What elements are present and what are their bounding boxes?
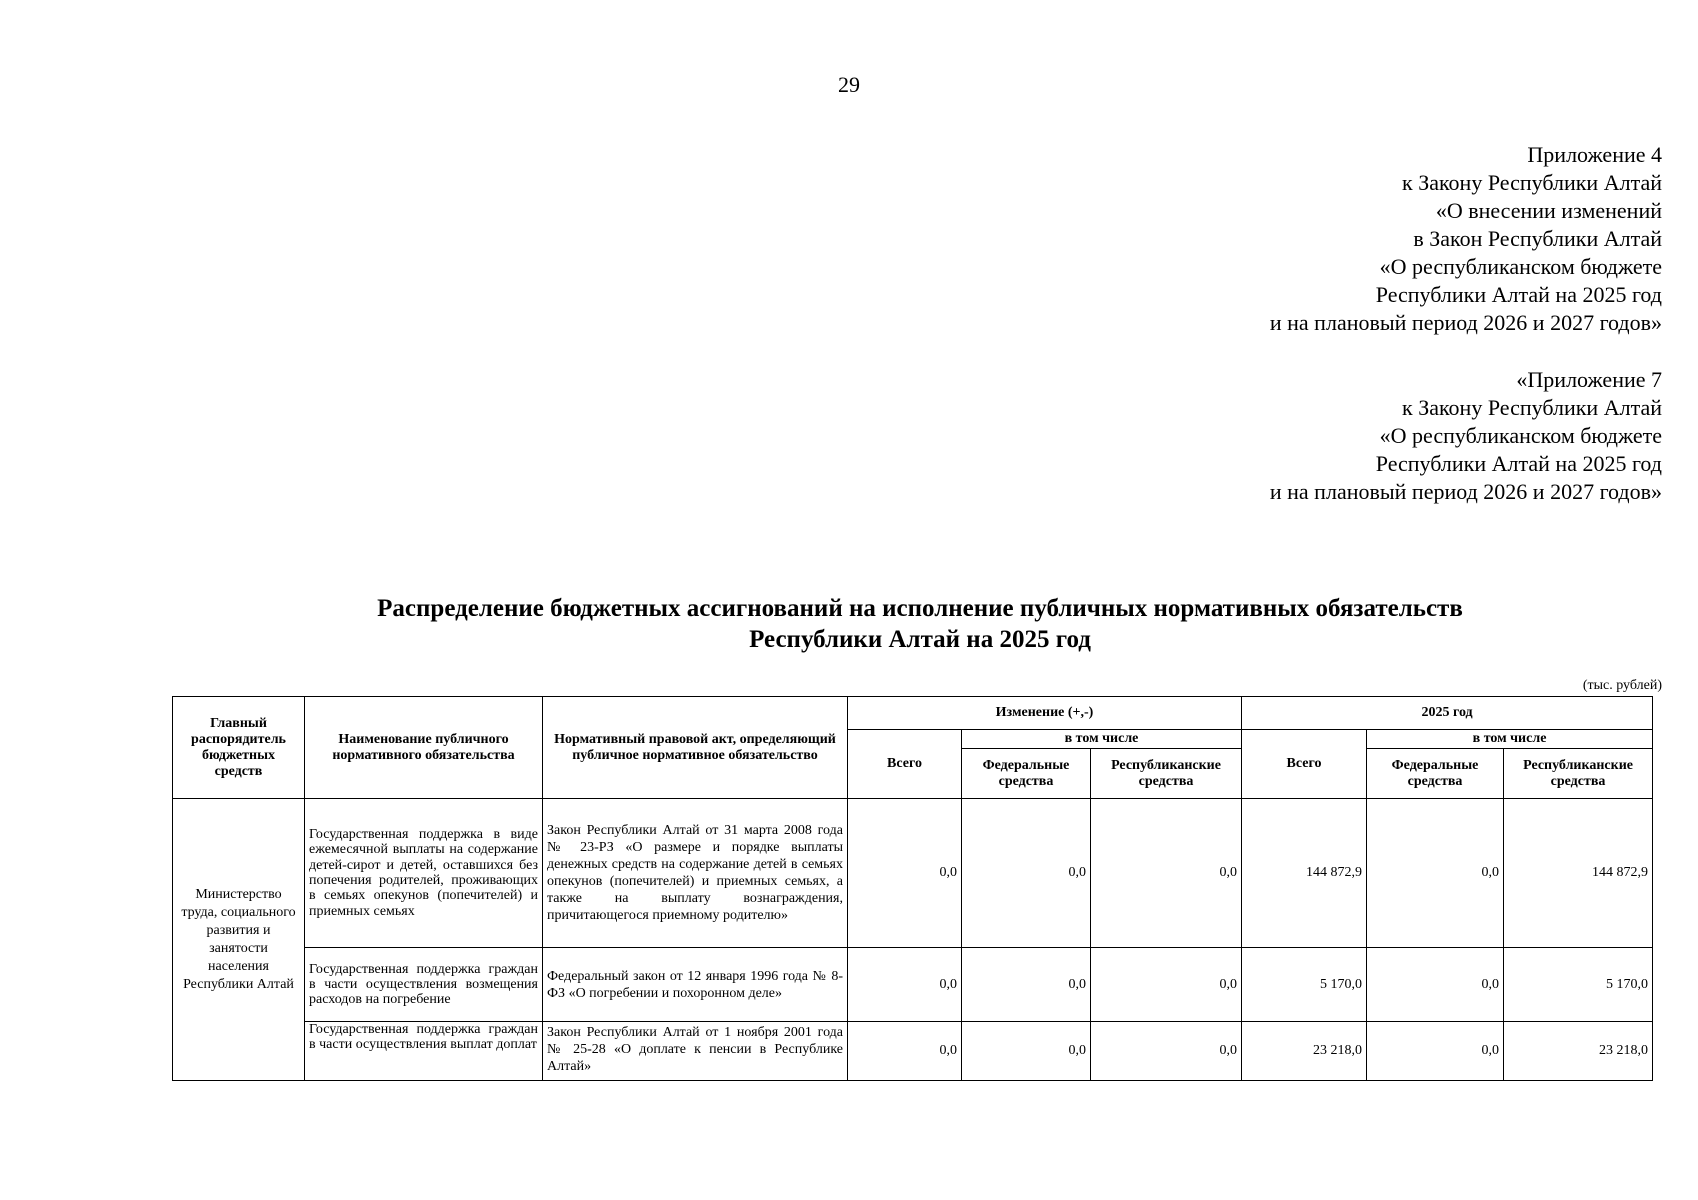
page-number: 29 xyxy=(838,72,860,97)
obligation-name-cell: Государственная поддержка граждан в части осуществления возмещения расходов на погребение xyxy=(305,948,543,1022)
legal-act-cell: Закон Республики Алтай от 1 ноября 2001 года № 25-28 «О доплате к пенсии в Республике Алтай» xyxy=(543,1022,848,1081)
change-republic-cell: 0,0 xyxy=(1091,799,1242,948)
gestor-cell: Министерство труда, социального развития и занятости населения Республики Алтай xyxy=(173,799,305,1081)
header-change: Изменение (+,-) xyxy=(848,697,1242,730)
table-row xyxy=(173,799,1653,948)
year-federal-cell: 0,0 xyxy=(1367,948,1504,1022)
year-total-cell: 144 872,9 xyxy=(1242,799,1367,948)
appendix-line: в Закон Республики Алтай xyxy=(1413,226,1662,251)
appendix-line: Республики Алтай на 2025 год xyxy=(1375,451,1662,476)
appendix-line: к Закону Республики Алтай xyxy=(1402,170,1662,195)
header-legal-act: Нормативный правовой акт, определяющий публичное нормативное обязательство xyxy=(543,697,848,799)
change-federal-cell: 0,0 xyxy=(962,948,1091,1022)
appendix-4-header xyxy=(962,141,1662,337)
header-year-federal: Федеральные средства xyxy=(1367,749,1504,799)
header-change-republic: Республиканские средства xyxy=(1091,749,1242,799)
appendix-line: и на плановый период 2026 и 2027 годов» xyxy=(1269,310,1662,335)
appendix-7-header xyxy=(962,366,1662,506)
change-total-cell: 0,0 xyxy=(848,1022,962,1081)
change-federal-cell: 0,0 xyxy=(962,799,1091,948)
header-year-republic: Республиканские средства xyxy=(1504,749,1653,799)
appendix-line: «Приложение 7 xyxy=(1516,367,1662,392)
header-year-incl: в том числе xyxy=(1367,730,1653,749)
appendix-line: «О республиканском бюджете xyxy=(1379,254,1662,279)
year-republic-cell: 23 218,0 xyxy=(1504,1022,1653,1081)
year-federal-cell: 0,0 xyxy=(1367,1022,1504,1081)
change-total-cell: 0,0 xyxy=(848,948,962,1022)
year-total-cell: 5 170,0 xyxy=(1242,948,1367,1022)
table-row xyxy=(173,948,1653,1022)
change-republic-cell: 0,0 xyxy=(1091,1022,1242,1081)
obligation-name-cell: Государственная поддержка в виде ежемесячной выплаты на содержание детей-сирот и детей, оставшихся без попечения родителей, проживающих в семьях опекунов (попечителей) и приемных семьях xyxy=(305,799,543,948)
obligations-table xyxy=(172,696,1653,1081)
appendix-line: к Закону Республики Алтай xyxy=(1402,395,1662,420)
year-republic-cell: 5 170,0 xyxy=(1504,948,1653,1022)
header-gestor: Главный распорядитель бюджетных средств xyxy=(173,697,305,799)
year-total-cell: 23 218,0 xyxy=(1242,1022,1367,1081)
appendix-line: «О внесении изменений xyxy=(1435,198,1662,223)
title-line: Республики Алтай на 2025 год xyxy=(749,626,1091,653)
legal-act-cell: Федеральный закон от 12 января 1996 года № 8-ФЗ «О погребении и похоронном деле» xyxy=(543,948,848,1022)
header-change-federal: Федеральные средства xyxy=(962,749,1091,799)
appendix-line: Республики Алтай на 2025 год xyxy=(1375,282,1662,307)
header-change-incl: в том числе xyxy=(962,730,1242,749)
header-obligation-name: Наименование публичного нормативного обязательства xyxy=(305,697,543,799)
change-federal-cell: 0,0 xyxy=(962,1022,1091,1081)
year-federal-cell: 0,0 xyxy=(1367,799,1504,948)
year-republic-cell: 144 872,9 xyxy=(1504,799,1653,948)
legal-act-cell: Закон Республики Алтай от 31 марта 2008 года № 23-РЗ «О размере и порядке выплаты денежных средств на содержание детей в семьях опекунов (попечителей) и приемных семьях, а также на выплату вознаграждения, причитающегося приемному родителю» xyxy=(543,799,848,948)
header-year-total: Всего xyxy=(1242,730,1367,799)
header-change-total: Всего xyxy=(848,730,962,799)
title-line: Распределение бюджетных ассигнований на исполнение публичных нормативных обязательств xyxy=(377,595,1463,622)
units-label: (тыс. рублей) xyxy=(1582,678,1662,693)
change-total-cell: 0,0 xyxy=(848,799,962,948)
change-republic-cell: 0,0 xyxy=(1091,948,1242,1022)
document-title xyxy=(160,593,1680,655)
appendix-line: Приложение 4 xyxy=(1527,142,1662,167)
table-row xyxy=(173,1022,1653,1081)
obligation-name-cell: Государственная поддержка граждан в части осуществления выплат доплат xyxy=(305,1022,543,1081)
header-year: 2025 год xyxy=(1242,697,1653,730)
appendix-line: и на плановый период 2026 и 2027 годов» xyxy=(1269,479,1662,504)
appendix-line: «О республиканском бюджете xyxy=(1379,423,1662,448)
